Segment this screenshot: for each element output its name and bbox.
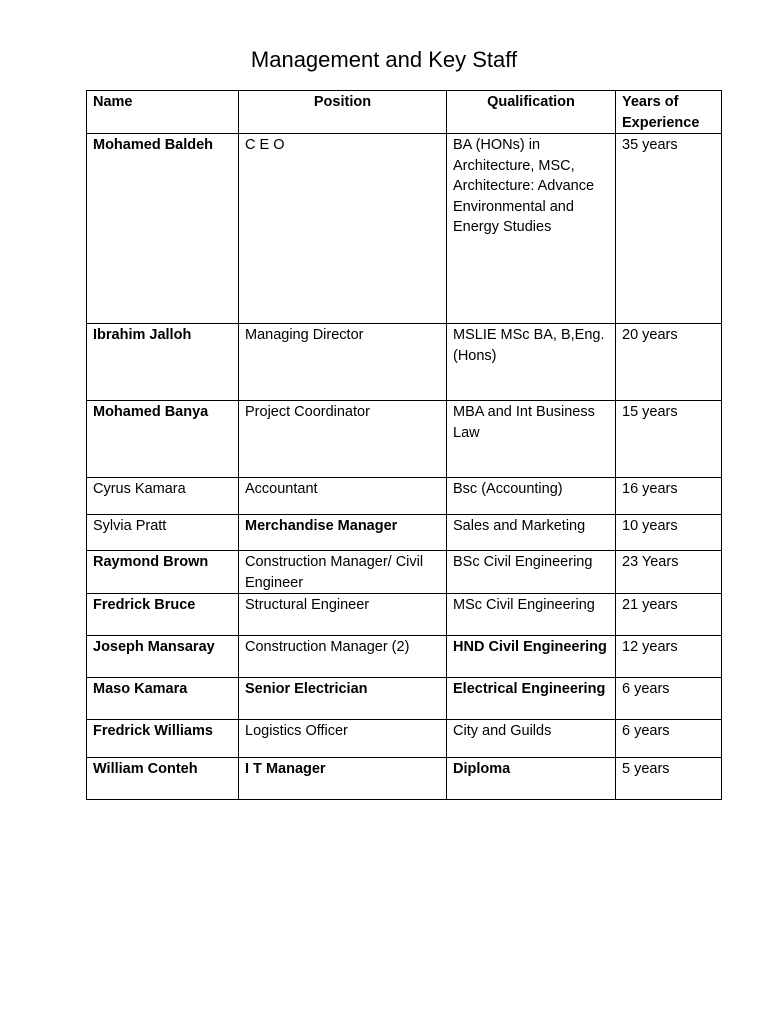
cell-position: Merchandise Manager [239,515,447,551]
cell-name: Ibrahim Jalloh [87,324,239,401]
cell-years: 6 years [616,720,722,758]
cell-years: 12 years [616,636,722,678]
cell-years: 20 years [616,324,722,401]
staff-table [86,90,722,800]
table-row [87,134,722,324]
cell-name: William Conteh [87,758,239,800]
cell-years: 6 years [616,678,722,720]
cell-qualification: City and Guilds [447,720,616,758]
cell-years: 10 years [616,515,722,551]
cell-name: Fredrick Bruce [87,594,239,636]
cell-years: 21 years [616,594,722,636]
table-row [87,551,722,594]
cell-position: Structural Engineer [239,594,447,636]
cell-name: Mohamed Banya [87,401,239,478]
header-position: Position [239,91,447,134]
cell-name: Sylvia Pratt [87,515,239,551]
cell-name: Maso Kamara [87,678,239,720]
cell-position: Construction Manager/ Civil Engineer [239,551,447,594]
cell-years: 23 Years [616,551,722,594]
cell-name: Fredrick Williams [87,720,239,758]
cell-position: Logistics Officer [239,720,447,758]
table-row [87,515,722,551]
cell-position: C E O [239,134,447,324]
table-row [87,720,722,758]
cell-qualification: BA (HONs) in Architecture, MSC, Architecture: Advance Environmental and Energy Studies [447,134,616,324]
cell-name: Cyrus Kamara [87,478,239,515]
table-row [87,324,722,401]
cell-name: Mohamed Baldeh [87,134,239,324]
cell-qualification: Sales and Marketing [447,515,616,551]
cell-qualification: BSc Civil Engineering [447,551,616,594]
cell-years: 5 years [616,758,722,800]
table-row [87,594,722,636]
table-row [87,401,722,478]
cell-name: Joseph Mansaray [87,636,239,678]
cell-years: 16 years [616,478,722,515]
table-row [87,636,722,678]
header-years-of-experience: Years of Experience [616,91,722,134]
header-qualification: Qualification [447,91,616,134]
cell-qualification: Diploma [447,758,616,800]
cell-name: Raymond Brown [87,551,239,594]
cell-position: Managing Director [239,324,447,401]
page-title: Management and Key Staff [250,47,518,72]
table-row [87,758,722,800]
cell-position: Senior Electrician [239,678,447,720]
cell-position: Accountant [239,478,447,515]
cell-qualification: Bsc (Accounting) [447,478,616,515]
cell-qualification: HND Civil Engineering [447,636,616,678]
cell-position: Project Coordinator [239,401,447,478]
cell-years: 35 years [616,134,722,324]
cell-qualification: MSLIE MSc BA, B,Eng.(Hons) [447,324,616,401]
cell-position: I T Manager [239,758,447,800]
header-name: Name [87,91,239,134]
cell-qualification: MSc Civil Engineering [447,594,616,636]
table-row [87,478,722,515]
cell-qualification: MBA and Int Business Law [447,401,616,478]
table-header-row [87,91,722,134]
table-row [87,678,722,720]
cell-years: 15 years [616,401,722,478]
cell-position: Construction Manager (2) [239,636,447,678]
cell-qualification: Electrical Engineering [447,678,616,720]
